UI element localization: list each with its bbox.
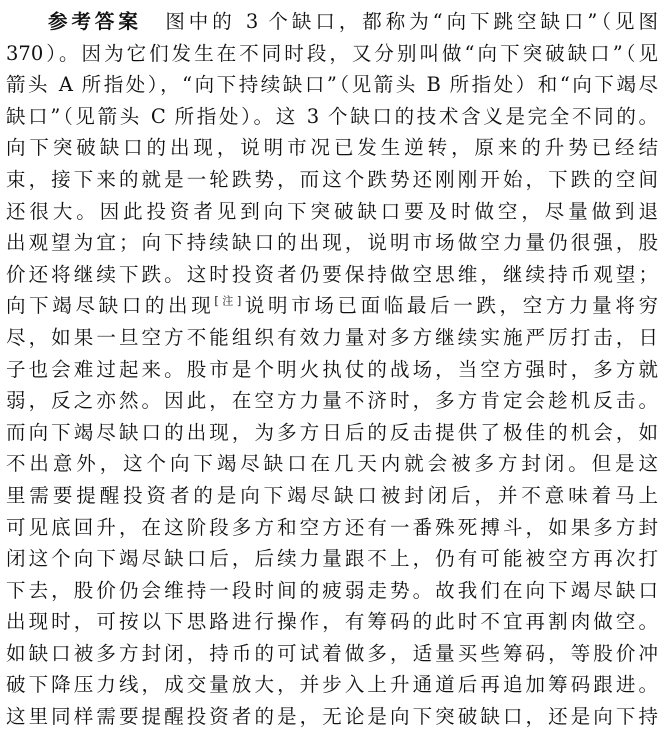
text-line-21: 如缺口被多方封闭，持币的可试着做多，适量买些筹码，等股价冲 (6, 641, 658, 665)
text-line-14: 而向下竭尽缺口的出现，为多方日后的反击提供了极佳的机会，如 (6, 420, 658, 444)
answer-text (6, 6, 658, 733)
text-line-10-before: 向下竭尽缺口的出现 (6, 294, 215, 318)
text-line-20: 出现时，可按以下思路进行操作，有筹码的此时不宜再割肉做空。 (6, 610, 658, 634)
text-line-1-content: 图中的 3 个缺口，都称为“向下跳空缺口”（见图 (161, 10, 658, 33)
text-line-11: 尽，如果一旦空方不能组织有效力量对多方继续实施严厉打击，日 (6, 325, 658, 349)
answer-label: 参考答案 (48, 10, 142, 33)
text-line-6: 束，接下来的就是一轮跌势，而这个跌势还刚刚开始，下跌的空间 (6, 167, 658, 191)
text-line-5: 向下突破缺口的出现，说明市况已发生逆转，原来的升势已经结 (6, 136, 658, 160)
text-line-17: 可见底回升，在这阶段多方和空方还有一番殊死搏斗，如果多方封 (6, 515, 658, 539)
text-line-3: 箭头 A 所指处），“向下持续缺口”（见箭头 B 所指处）和“向下竭尽 (6, 73, 658, 97)
footnote-mark: [注] (214, 294, 242, 308)
text-line-2: 370）。因为它们发生在不同时段，又分别叫做“向下突破缺口”（见 (6, 41, 658, 65)
text-line-19: 下去，股价仍会维持一段时间的疲弱走势。故我们在向下竭尽缺口 (6, 578, 658, 602)
text-line-10 (6, 290, 658, 322)
text-line-7: 还很大。因此投资者见到向下突破缺口要及时做空，尽量做到退 (6, 199, 658, 223)
text-line-8: 出观望为宜；向下持续缺口的出现，说明市场做空力量仍很强，股 (6, 231, 658, 255)
text-line-9: 价还将继续下跌。这时投资者仍要保持做空思维，继续持币观望； (6, 262, 658, 286)
text-line-13: 弱，反之亦然。因此，在空方力量不济时，多方肯定会趁机反击。 (6, 389, 658, 413)
text-line-23: 这里同样需要提醒投资者的是，无论是向下突破缺口，还是向下持 (6, 705, 658, 729)
text-line-10-after: 说明市场已面临最后一跌，空方力量将穷 (241, 294, 658, 318)
text-line-15: 不出意外，这个向下竭尽缺口在几天内就会被多方封闭。但是这 (6, 452, 658, 476)
text-line-4: 缺口”（见箭头 C 所指处）。这 3 个缺口的技术含义是完全不同的。 (6, 104, 658, 128)
text-line-18: 闭这个向下竭尽缺口后，后续力量跟不上，仍有可能被空方再次打 (6, 547, 658, 571)
text-line-1 (6, 6, 658, 38)
text-line-12: 子也会难过起来。股市是个明火执仗的战场，当空方强时，多方就 (6, 357, 658, 381)
text-line-22: 破下降压力线，成交量放大，并步入上升通道后再追加筹码跟进。 (6, 673, 658, 697)
text-line-16: 里需要提醒投资者的是向下竭尽缺口被封闭后，并不意味着马上 (6, 483, 658, 507)
